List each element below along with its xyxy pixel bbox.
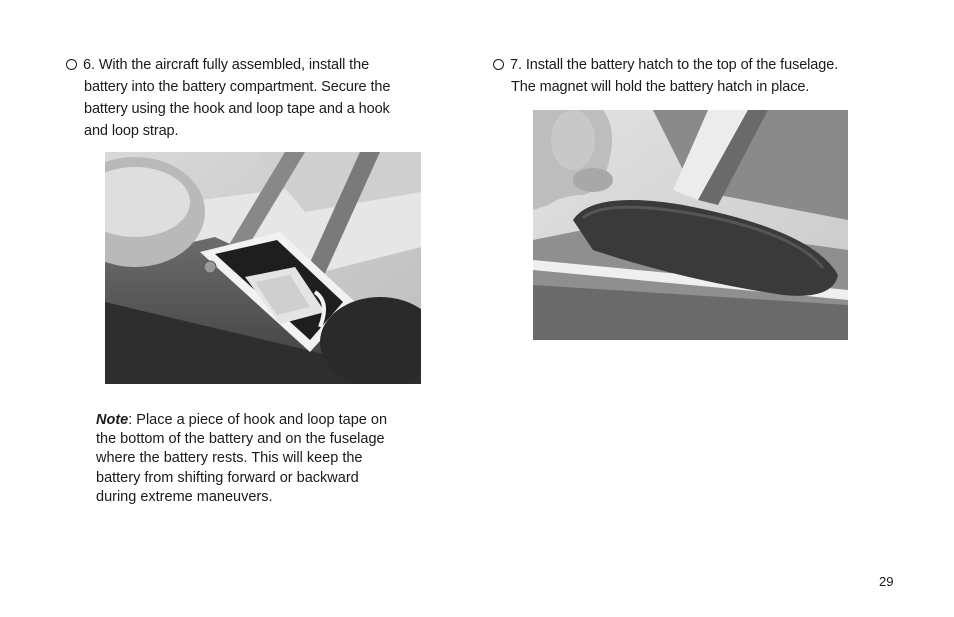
step-checkbox-icon[interactable] xyxy=(66,59,77,70)
step-7-line-1: 7. Install the battery hatch to the top of the fuselage. xyxy=(510,57,839,73)
note-label: Note xyxy=(96,412,129,428)
battery-hatch-illustration xyxy=(533,110,848,340)
note-line-5: during extreme maneuvers. xyxy=(96,488,273,505)
step-checkbox-icon[interactable] xyxy=(493,59,504,70)
step-6-line-2: battery into the battery compartment. Secure the xyxy=(84,79,391,95)
note-line-3: where the battery rests. This will keep the xyxy=(96,450,363,467)
note-paragraph xyxy=(96,411,387,507)
page-number: 29 xyxy=(879,574,894,589)
battery-compartment-photo xyxy=(105,152,421,384)
step-7-line-2: The magnet will hold the battery hatch in place. xyxy=(511,79,810,95)
step-6-line-3: battery using the hook and loop tape and a hook xyxy=(84,101,390,117)
step-6-line-4: and loop strap. xyxy=(84,123,179,139)
step-7-instruction xyxy=(493,54,838,98)
note-line-4: battery from shifting forward or backward xyxy=(96,469,359,486)
battery-compartment-illustration xyxy=(105,152,421,384)
step-6-instruction xyxy=(66,54,390,142)
step-6-line-1: 6. With the aircraft fully assembled, install the xyxy=(83,57,370,73)
note-line-2: the bottom of the battery and on the fuselage xyxy=(96,431,385,448)
battery-hatch-photo xyxy=(533,110,848,340)
note-line-1: : Place a piece of hook and loop tape on xyxy=(128,412,388,428)
